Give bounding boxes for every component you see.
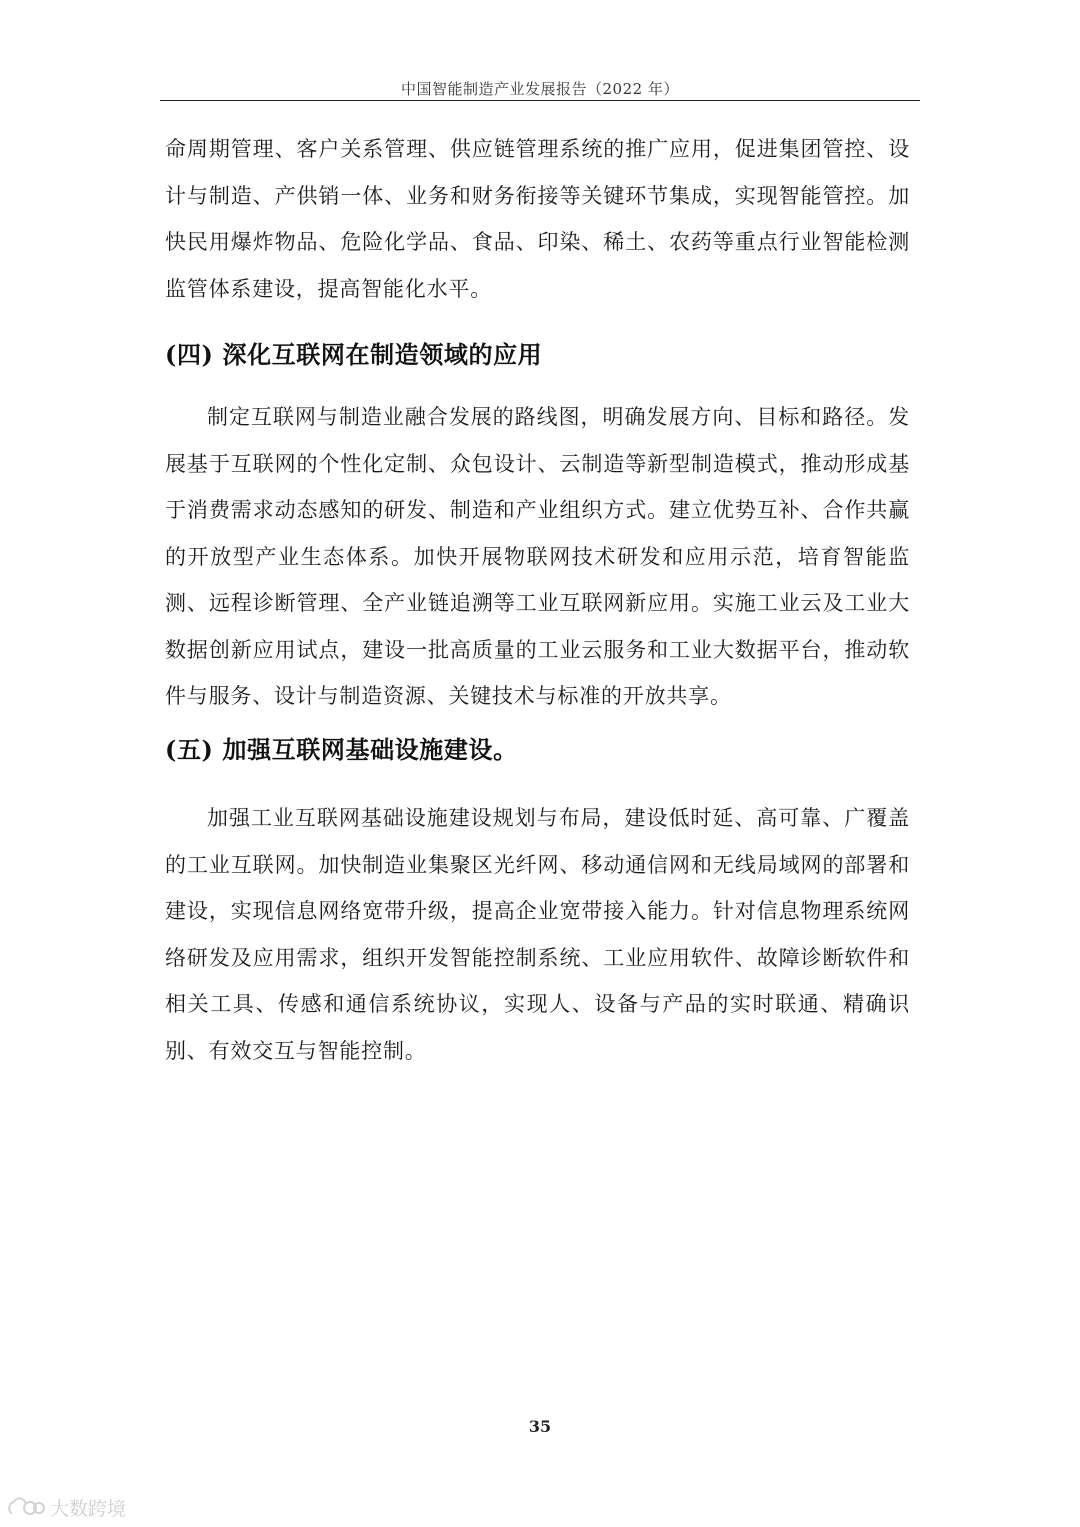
body-paragraph-2: 制定互联网与制造业融合发展的路线图，明确发展方向、目标和路径。发展基于互联网的个性化定制、众包设计、云制造等新型制造模式，推动形成基于消费需求动态感知的研发、制造和产业组织方式。建立优势互补、合作共赢的开放型产业生态体系。加快开展物联网技术研发和应用示范，培育智能监测、远程诊断管理、全产业链追溯等工业互联网新应用。实施工业云及工业大数据创新应用试点，建设一批高质量的工业云服务和工业大数据平台，推动软件与服务、设计与制造资源、关键技术与标准的开放共享。 bbox=[165, 405, 910, 708]
running-header: 中国智能制造产业发展报告（2022 年） bbox=[401, 80, 679, 98]
watermark-text: 大数跨境 bbox=[50, 1497, 127, 1520]
section-heading-5: (五) 加强互联网基础设施建设。 bbox=[165, 735, 518, 764]
section-heading-4: (四) 深化互联网在制造领域的应用 bbox=[165, 340, 543, 369]
body-paragraph-3: 加强工业互联网基础设施建设规划与布局，建设低时延、高可靠、广覆盖的工业互联网。加快制造业集聚区光纤网、移动通信网和无线局域网的部署和建设，实现信息网络宽带升级，提高企业宽带接入能力。针对信息物理系统网络研发及应用需求，组织开发智能控制系统、工业应用软件、故障诊断软件和相关工具、传感和通信系统协议，实现人、设备与产品的实时联通、精确识别、有效交互与智能控制。 bbox=[165, 806, 910, 1063]
header-divider bbox=[160, 100, 920, 101]
brand-logo-icon bbox=[6, 1495, 46, 1519]
body-paragraph-1: 命周期管理、客户关系管理、供应链管理系统的推广应用，促进集团管控、设计与制造、产供销一体、业务和财务衔接等关键环节集成，实现智能管控。加快民用爆炸物品、危险化学品、食品、印染、稀土、农药等重点行业智能检测监管体系建设，提高智能化水平。 bbox=[165, 137, 910, 301]
page-number: 35 bbox=[528, 1417, 552, 1436]
watermark bbox=[6, 1492, 126, 1522]
